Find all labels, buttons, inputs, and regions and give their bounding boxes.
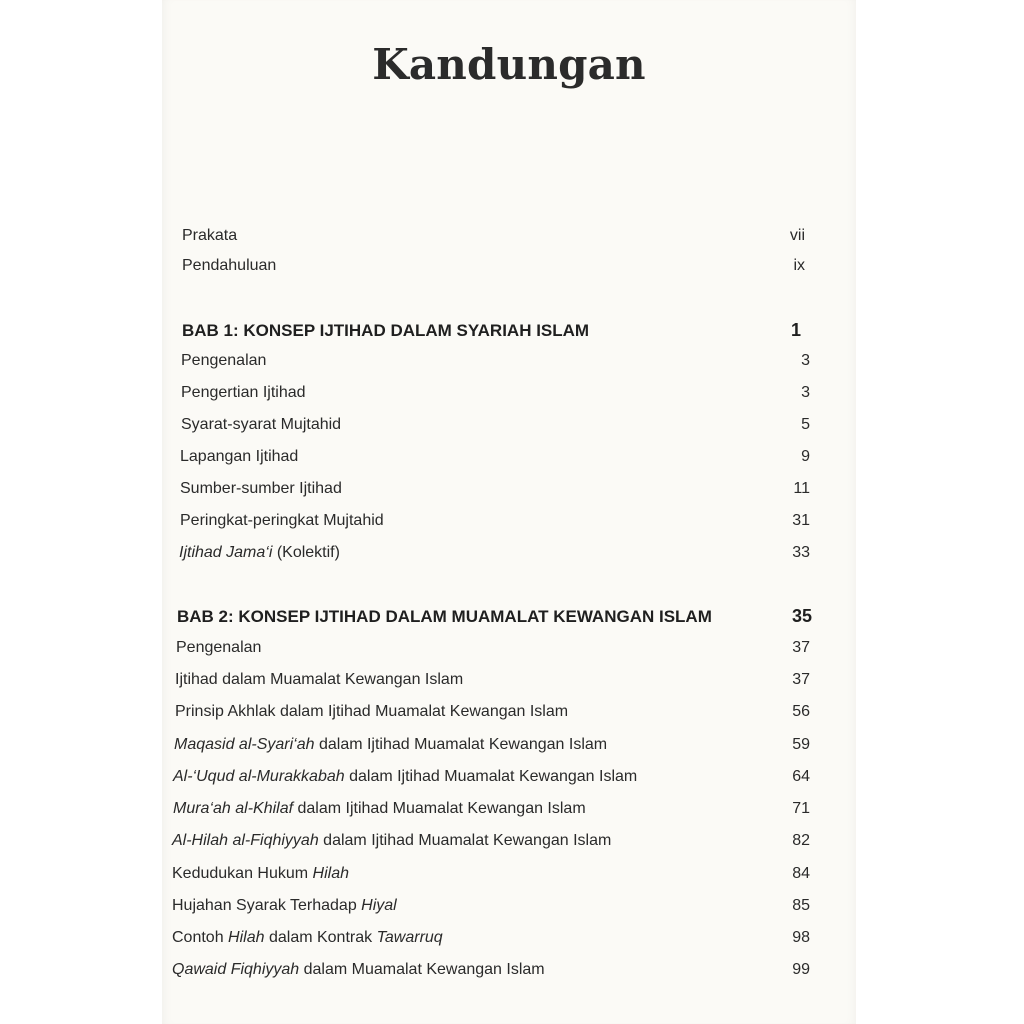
toc-entry xyxy=(182,257,805,275)
toc-entry-label-text: BAB 1: KONSEP IJTIHAD DALAM SYARIAH ISLAM xyxy=(182,321,590,340)
toc-entry-page-number: 35 xyxy=(791,606,812,626)
toc-entry-label xyxy=(177,607,712,627)
toc-entry-label-text: Ijtihad dalam Muamalat Kewangan Islam xyxy=(175,671,464,688)
toc-entry xyxy=(180,512,810,530)
toc-entry-label-text: Sumber-sumber Ijtihad xyxy=(180,480,342,497)
table-of-contents xyxy=(162,0,856,1024)
toc-chapter-entry xyxy=(177,606,812,627)
toc-entry-label xyxy=(176,639,261,657)
toc-entry-label xyxy=(181,352,266,370)
toc-entry-label xyxy=(182,227,237,245)
toc-entry-label-text: Pengenalan xyxy=(181,352,267,369)
toc-entry-label xyxy=(174,736,607,754)
toc-entry-label-italic: Al-‘Uqud al-Murakkabah xyxy=(173,768,345,785)
toc-entry-page-number: 64 xyxy=(792,768,810,785)
toc-entry-label xyxy=(175,671,463,689)
toc-entry-label-italic: Al-Hilah al-Fiqhiyyah xyxy=(172,832,319,849)
toc-entry xyxy=(174,736,810,754)
toc-entry-label-italic: Hilah xyxy=(312,865,349,882)
toc-entry-page-number: 59 xyxy=(792,736,810,753)
toc-entry-page-number: 5 xyxy=(801,416,810,433)
toc-entry-page-number: 9 xyxy=(801,448,810,465)
toc-entry-label-text: Prakata xyxy=(182,227,238,244)
toc-entry-page-number: 1 xyxy=(790,320,801,340)
toc-entry-label-text: Peringkat-peringkat Mujtahid xyxy=(180,512,384,529)
toc-entry-label-text: dalam Ijtihad Muamalat Kewangan Islam xyxy=(344,768,638,785)
toc-entry xyxy=(179,544,810,562)
toc-entry-page-number: 71 xyxy=(792,800,810,817)
toc-entry xyxy=(173,768,810,786)
toc-entry-page-number: 98 xyxy=(792,929,810,946)
toc-entry-label xyxy=(179,544,340,562)
toc-entry-label xyxy=(172,929,443,947)
toc-entry-label-text: Prinsip Akhlak dalam Ijtihad Muamalat Kewangan Islam xyxy=(175,703,569,720)
toc-entry-label-text: Pengertian Ijtihad xyxy=(181,384,306,401)
toc-entry xyxy=(181,416,810,434)
toc-entry xyxy=(181,352,810,370)
toc-chapter-entry xyxy=(182,320,801,341)
toc-entry xyxy=(172,865,810,883)
toc-entry-page-number: 33 xyxy=(792,544,810,561)
toc-entry xyxy=(180,448,810,466)
toc-entry-label-text: dalam Ijtihad Muamalat Kewangan Islam xyxy=(314,736,608,753)
toc-entry-label xyxy=(182,321,589,341)
toc-entry-label xyxy=(172,897,397,915)
toc-entry-label xyxy=(172,832,611,850)
toc-entry-label-text: BAB 2: KONSEP IJTIHAD DALAM MUAMALAT KEWANGAN ISLAM xyxy=(177,607,712,626)
toc-entry-page-number: 37 xyxy=(792,671,810,688)
toc-entry-page-number: 56 xyxy=(792,703,810,720)
toc-entry-label-text: Lapangan Ijtihad xyxy=(180,448,299,465)
toc-entry-label-text: dalam Ijtihad Muamalat Kewangan Islam xyxy=(293,800,586,817)
toc-entry-label-italic: Qawaid Fiqhiyyah xyxy=(172,961,300,978)
toc-entry-label xyxy=(172,961,545,979)
toc-entry-label xyxy=(172,865,349,883)
page-title: Kandungan xyxy=(372,40,646,89)
toc-entry-label xyxy=(180,480,342,498)
toc-entry-page-number: 31 xyxy=(792,512,810,529)
toc-entry xyxy=(172,897,810,915)
toc-entry-page-number: vii xyxy=(789,227,805,244)
toc-entry-page-number: 99 xyxy=(792,961,810,978)
toc-entry-page-number: ix xyxy=(793,257,805,274)
toc-entry-label xyxy=(175,703,568,721)
toc-entry-label-text: Kedudukan Hukum xyxy=(172,865,313,882)
toc-entry-label-italic: Hilah xyxy=(228,929,265,946)
toc-entry xyxy=(172,929,810,947)
toc-entry-label-text: (Kolektif) xyxy=(272,544,340,561)
toc-entry-label-text: Pendahuluan xyxy=(182,257,277,274)
toc-entry-label xyxy=(173,800,586,818)
toc-entry-label-italic: Mura‘ah al-Khilaf xyxy=(173,800,294,817)
toc-entry-label-text: dalam Kontrak xyxy=(264,929,377,946)
toc-entry-label xyxy=(180,448,298,466)
toc-entry-page-number: 85 xyxy=(792,897,810,914)
toc-entry-page-number: 3 xyxy=(801,384,810,401)
toc-entry-page-number: 3 xyxy=(801,352,810,369)
toc-entry-label-italic: Ijtihad Jama‘i xyxy=(179,544,273,561)
toc-entry-page-number: 84 xyxy=(792,865,810,882)
toc-entry-label-italic: Maqasid al-Syari‘ah xyxy=(174,736,315,753)
toc-entry-label-text: Pengenalan xyxy=(176,639,262,656)
toc-entry-label-text: dalam Muamalat Kewangan Islam xyxy=(299,961,545,978)
toc-entry xyxy=(172,832,810,850)
toc-entry-label xyxy=(180,512,384,530)
toc-entry-label-italic: Tawarruq xyxy=(376,929,443,946)
toc-entry-label xyxy=(182,257,276,275)
toc-entry-label-italic: Hiyal xyxy=(361,897,397,914)
toc-entry-label-text: Hujahan Syarak Terhadap xyxy=(172,897,362,914)
toc-entry-label-text: Syarat-syarat Mujtahid xyxy=(181,416,342,433)
toc-entry xyxy=(172,961,810,979)
toc-entry-label-text: dalam Ijtihad Muamalat Kewangan Islam xyxy=(318,832,612,849)
toc-entry xyxy=(181,384,810,402)
toc-entry-page-number: 82 xyxy=(792,832,810,849)
document-page xyxy=(162,0,856,1024)
toc-entry xyxy=(176,639,810,657)
toc-entry-label xyxy=(181,416,341,434)
toc-entry-label-text: Contoh xyxy=(172,929,229,946)
toc-entry-page-number: 11 xyxy=(793,480,810,497)
toc-entry xyxy=(173,800,810,818)
toc-entry-page-number: 37 xyxy=(792,639,810,656)
toc-entry xyxy=(175,703,810,721)
toc-entry-label xyxy=(181,384,306,402)
toc-entry xyxy=(175,671,810,689)
toc-entry xyxy=(180,480,810,498)
toc-entry xyxy=(182,227,805,245)
toc-entry-label xyxy=(173,768,637,786)
